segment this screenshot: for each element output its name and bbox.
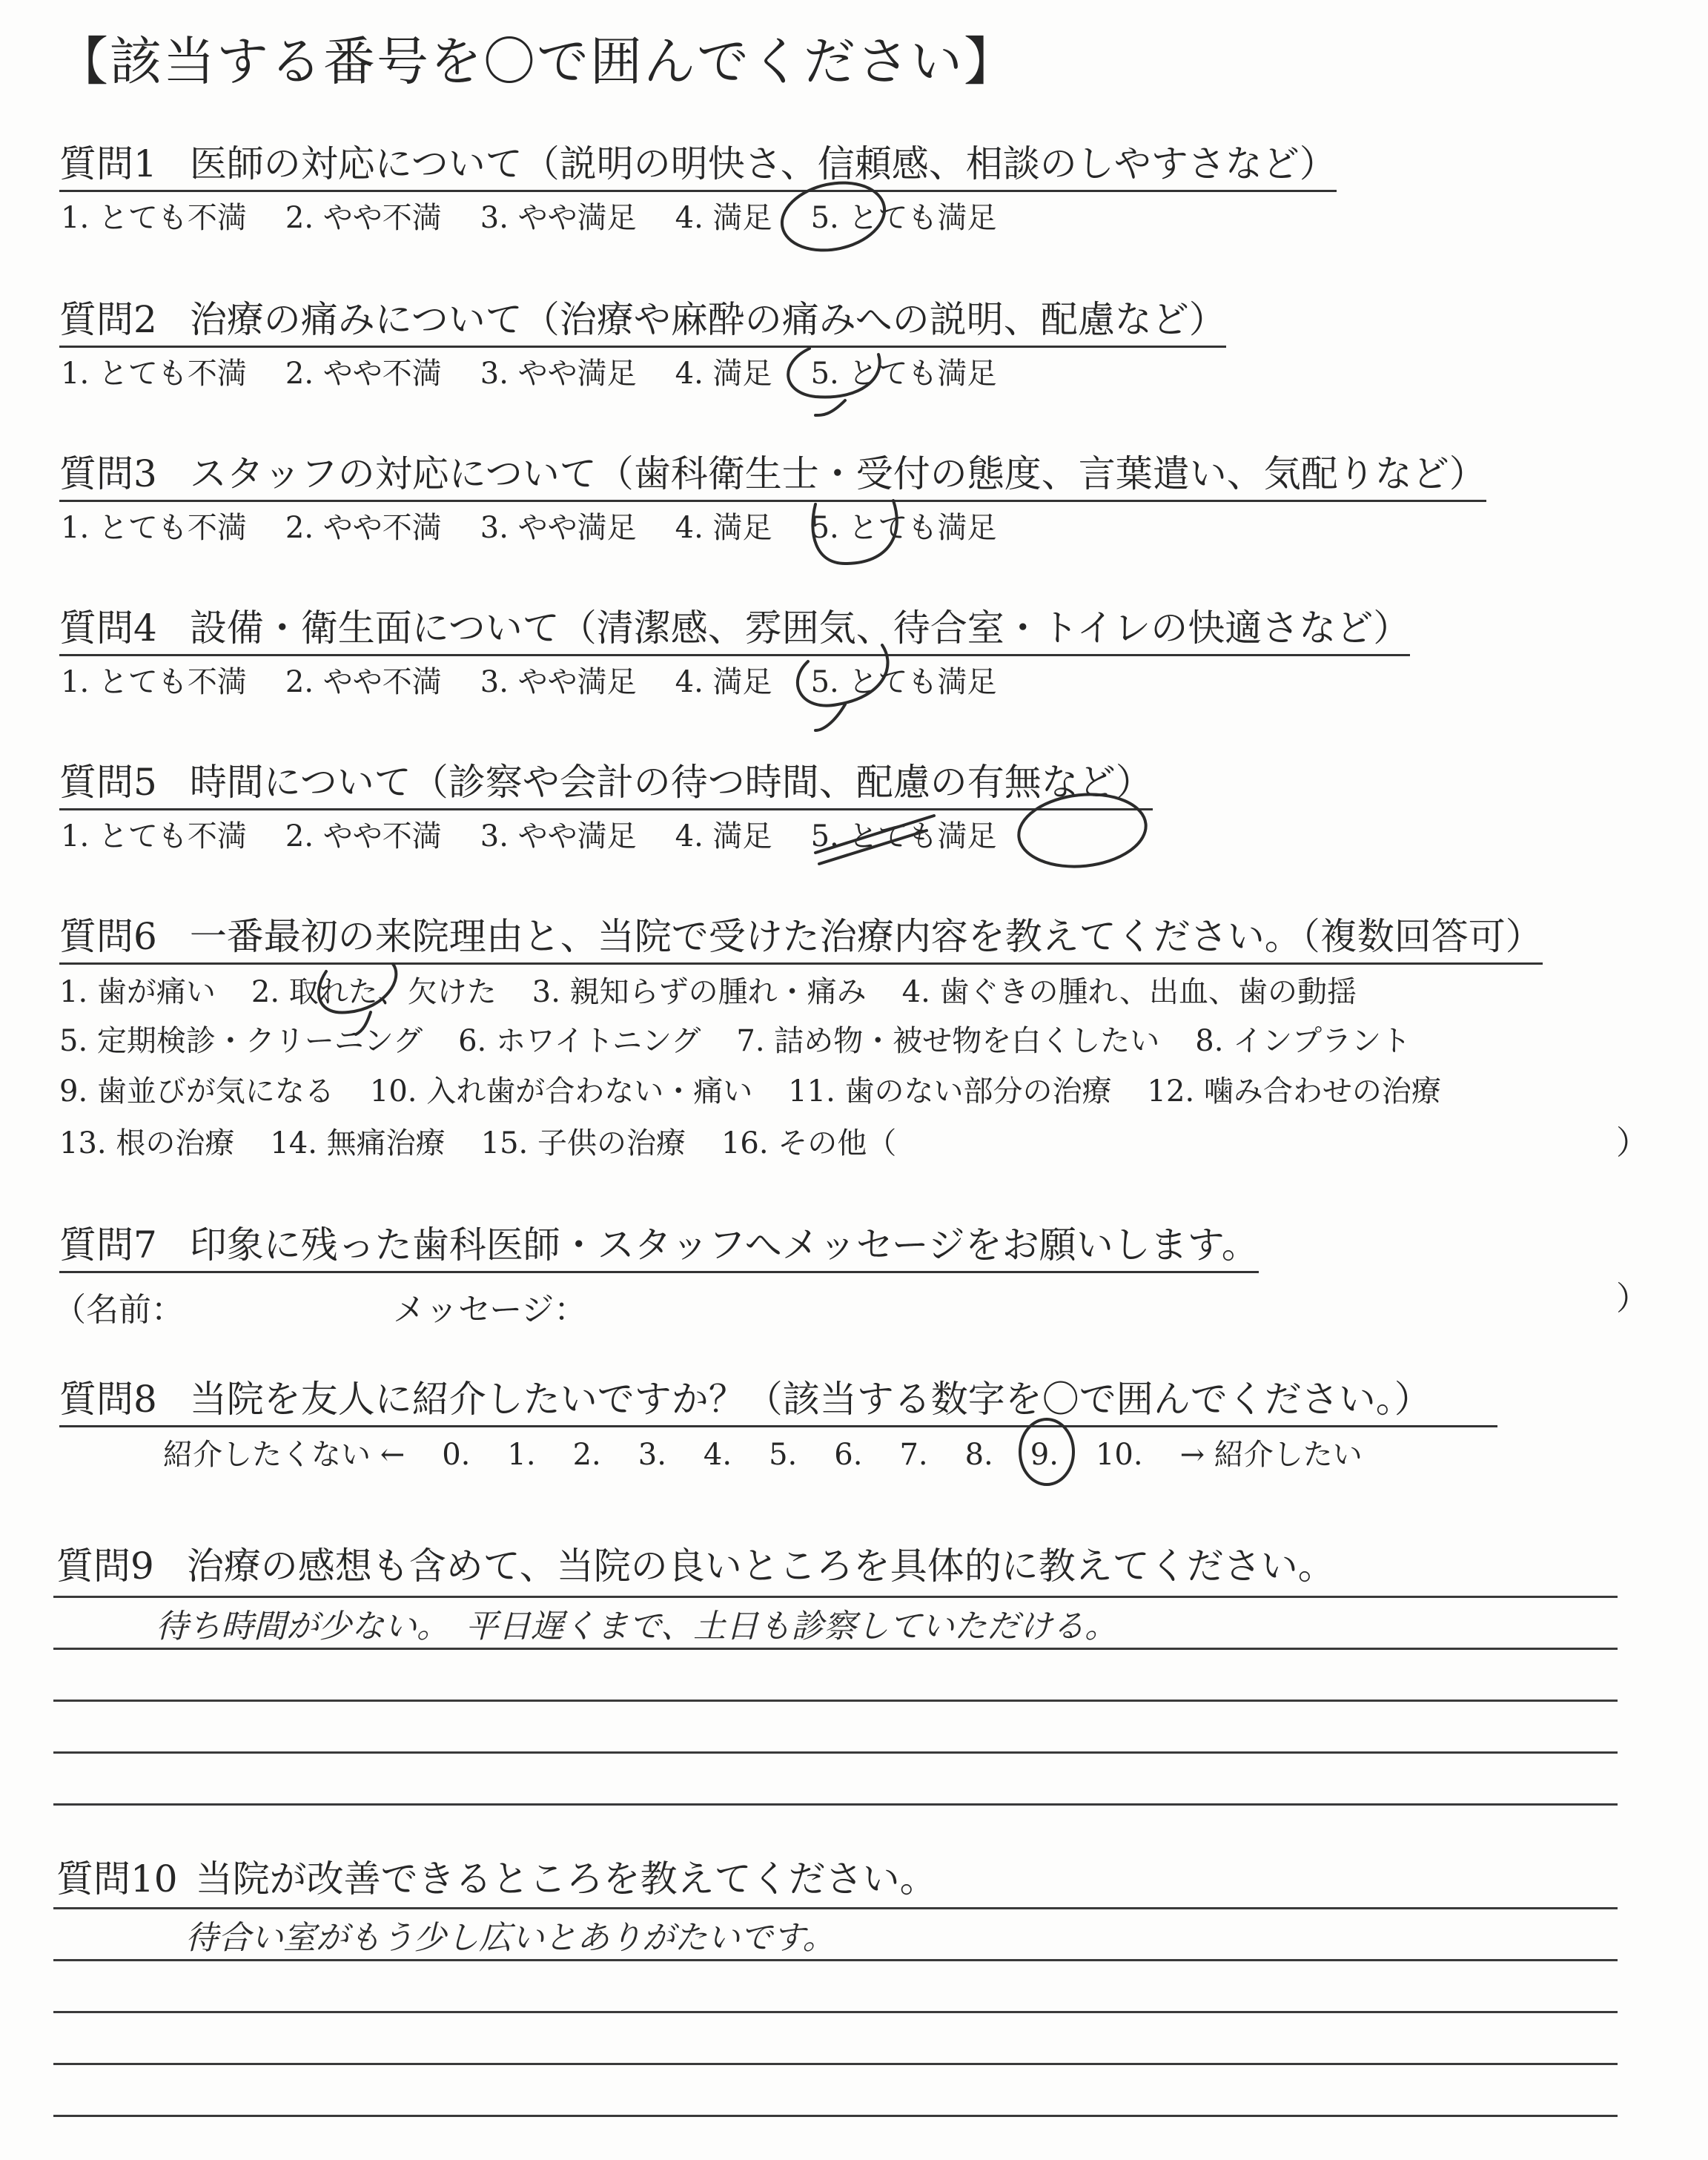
q3-selection-circle	[812, 501, 896, 564]
question-2-title: 質問2 治療の痛みについて（治療や麻酔の痛みへの説明、配慮など）	[59, 301, 1226, 348]
q8-selection-circle	[1020, 1419, 1073, 1484]
q2-selection-circle	[788, 349, 880, 415]
question-6-options-row-3[interactable]: 9. 歯並びが気になる 10. 入れ歯が合わない・痛い 11. 歯のない部分の治療 12. 噛み合わせの治療	[59, 1074, 1441, 1109]
question-7-close-paren: ）	[1616, 1280, 1649, 1318]
question-10-handwritten-answer[interactable]: 待合い室がもう少し広いとありがたいです。	[185, 1919, 835, 1957]
scale-number: 4.	[703, 1438, 732, 1472]
question-7-title: 質問7 印象に残った歯科医師・スタッフへメッセージをお願いします。	[59, 1226, 1259, 1273]
q5-strike-through	[815, 816, 934, 864]
question-7-name-label: （名前：	[53, 1291, 184, 1329]
question-7-message-label: メッセージ：	[393, 1291, 587, 1329]
question-3-options[interactable]: 1. とても不満 2. やや不満 3. やや満足 4. 満足 5. とても満足	[61, 511, 997, 545]
scale-number: 2.	[572, 1438, 601, 1472]
question-4-options[interactable]: 1. とても不満 2. やや不満 3. やや満足 4. 満足 5. とても満足	[61, 665, 997, 699]
question-1-options[interactable]: 1. とても不満 2. やや不満 3. やや満足 4. 満足 5. とても満足	[61, 201, 997, 235]
question-3-title: 質問3 スタッフの対応について（歯科衛生士・受付の態度、言葉遣い、気配りなど）	[59, 455, 1486, 502]
scale-number: 1.	[507, 1438, 536, 1472]
q1-selection-circle	[775, 174, 890, 259]
page-header: 【該当する番号を〇で囲んでください】	[56, 31, 1017, 92]
question-6-title: 質問6 一番最初の来院理由と、当院で受けた治療内容を教えてください。（複数回答可）	[59, 918, 1543, 965]
question-6-options-row-1[interactable]: 1. 歯が痛い 2. 取れた、欠けた 3. 親知らずの腫れ・痛み 4. 歯ぐきの腫れ、出血、歯の動揺	[59, 975, 1357, 1009]
question-6-options-row-2[interactable]: 5. 定期検診・クリーニング 6. ホワイトニング 7. 詰め物・被せ物を白くしたい 8. インプラント	[59, 1024, 1411, 1058]
question-5-title: 質問5 時間について（診察や会計の待つ時間、配慮の有無など）	[59, 764, 1153, 810]
scale-number: 3.	[638, 1438, 666, 1472]
question-8-title: 質問8 当院を友人に紹介したいですか？（該当する数字を〇で囲んでください。）	[59, 1381, 1497, 1427]
scale-number: 0.	[442, 1438, 471, 1472]
question-1-title: 質問1 医師の対応について（説明の明快さ、信頼感、相談のしやすさなど）	[59, 145, 1337, 192]
q4-selection-circle	[798, 645, 888, 730]
scale-low-label: 紹介したくない ←	[163, 1438, 406, 1472]
question-4-title: 質問4 設備・衛生面について（清潔感、雰囲気、待合室・トイレの快適さなど）	[59, 610, 1410, 656]
q5-selection-circle	[1015, 788, 1149, 872]
question-6-close-paren: ）	[1616, 1124, 1649, 1162]
scale-number: 10.	[1095, 1438, 1143, 1472]
question-9-title: 質問9 治療の感想も含めて、当院の良いところを具体的に教えてください。	[56, 1545, 1335, 1588]
question-6-options-row-4[interactable]: 13. 根の治療 14. 無痛治療 15. 子供の治療 16. その他（	[59, 1126, 897, 1160]
question-10-title: 質問10 当院が改善できるところを教えてください。	[56, 1857, 937, 1900]
scale-number: 6.	[834, 1438, 863, 1472]
scale-number: 8.	[964, 1438, 993, 1472]
q6-selection-circle	[319, 964, 396, 1034]
scale-number: 5.	[769, 1438, 798, 1472]
scale-number: 7.	[899, 1438, 928, 1472]
scale-high-label: → 紹介したい	[1179, 1438, 1363, 1472]
question-2-options[interactable]: 1. とても不満 2. やや不満 3. やや満足 4. 満足 5. とても満足	[61, 357, 997, 391]
scale-number: 9.	[1030, 1438, 1059, 1472]
question-5-options[interactable]: 1. とても不満 2. やや不満 3. やや満足 4. 満足 5. とても満足	[61, 819, 997, 853]
question-9-handwritten-answer[interactable]: 待ち時間が少ない。 平日遅くまで、土日も診察していただける。	[156, 1608, 1118, 1645]
